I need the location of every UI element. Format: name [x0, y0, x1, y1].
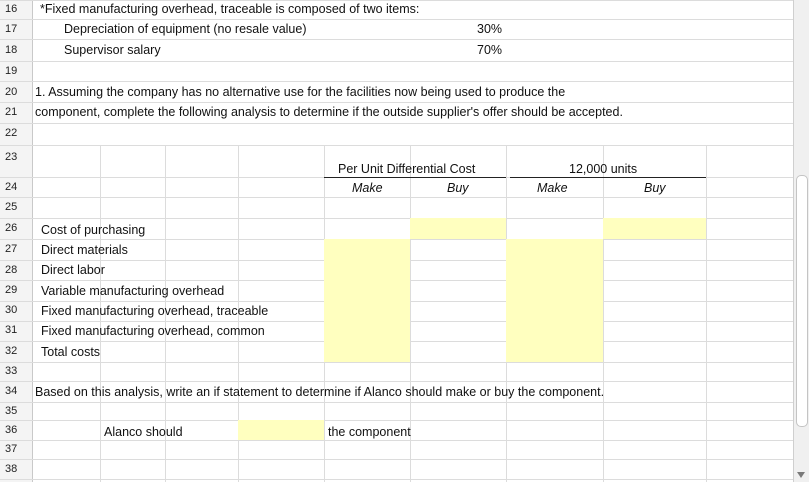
- scrollbar-thumb[interactable]: [796, 175, 808, 427]
- input-cell-total-buy[interactable]: [603, 218, 706, 239]
- row-number[interactable]: 37: [5, 443, 18, 455]
- note-heading[interactable]: *Fixed manufacturing overhead, traceable is composed of two items:: [40, 2, 420, 16]
- row-number[interactable]: 36: [5, 424, 18, 436]
- row-number[interactable]: 38: [5, 463, 18, 475]
- grid-line: [0, 362, 793, 363]
- note-item-label[interactable]: Depreciation of equipment (no resale value): [64, 22, 307, 36]
- row-number[interactable]: 19: [5, 65, 18, 77]
- grid-line: [0, 381, 793, 382]
- grid-line: [0, 123, 793, 124]
- grid-line: [0, 61, 793, 62]
- row-number[interactable]: 23: [5, 151, 18, 163]
- conclusion-prefix[interactable]: Alanco should: [104, 425, 183, 439]
- grid-line: [0, 197, 793, 198]
- cost-item-label[interactable]: Fixed manufacturing overhead, common: [41, 324, 265, 338]
- grid-line: [0, 440, 793, 441]
- row-number[interactable]: 35: [5, 405, 18, 417]
- buy-header[interactable]: Buy: [447, 181, 469, 195]
- grid-line: [603, 145, 604, 482]
- row-number[interactable]: 28: [5, 264, 18, 276]
- vertical-scrollbar[interactable]: [793, 0, 809, 482]
- row-number[interactable]: 24: [5, 181, 18, 193]
- grid-line: [706, 145, 707, 482]
- grid-line: [0, 19, 793, 20]
- input-cell-unit-buy[interactable]: [410, 218, 506, 239]
- grid-line: [0, 102, 793, 103]
- cost-item-label[interactable]: Cost of purchasing: [41, 223, 146, 237]
- row-number[interactable]: 33: [5, 365, 18, 377]
- per-unit-header[interactable]: Per Unit Differential Cost: [338, 162, 476, 176]
- note-item-value[interactable]: 70%: [477, 43, 503, 57]
- row-number[interactable]: 26: [5, 222, 18, 234]
- decision-input-cell[interactable]: [238, 420, 324, 440]
- cost-item-label[interactable]: Total costs: [41, 345, 101, 359]
- grid-line: [0, 420, 793, 421]
- input-cells-unit-make[interactable]: [324, 239, 410, 362]
- grid-line: [0, 479, 793, 480]
- cost-item-label[interactable]: Direct materials: [41, 243, 128, 257]
- row-number[interactable]: 27: [5, 243, 18, 255]
- grid-line: [0, 39, 793, 40]
- row-number[interactable]: 17: [5, 23, 18, 35]
- conclusion-suffix[interactable]: the component: [328, 425, 411, 439]
- conclusion-prompt[interactable]: Based on this analysis, write an if statement to determine if Alanco should make or buy the component.: [35, 385, 605, 399]
- cost-item-label[interactable]: Fixed manufacturing overhead, traceable: [41, 304, 269, 318]
- row-number[interactable]: 30: [5, 304, 18, 316]
- input-cells-total-make[interactable]: [506, 239, 603, 362]
- row-number[interactable]: 16: [5, 3, 18, 15]
- row-number[interactable]: 22: [5, 127, 18, 139]
- header-underline: [324, 177, 506, 178]
- row-number[interactable]: 32: [5, 345, 18, 357]
- row-number[interactable]: 34: [5, 385, 18, 397]
- question-line-1[interactable]: 1. Assuming the company has no alternative use for the facilities now being used to produce the: [35, 85, 566, 99]
- grid-line: [0, 402, 793, 403]
- note-item-value[interactable]: 30%: [477, 22, 503, 36]
- row-number[interactable]: 20: [5, 86, 18, 98]
- row-number[interactable]: 29: [5, 284, 18, 296]
- grid-line: [0, 81, 793, 82]
- units-header[interactable]: 12,000 units: [569, 162, 638, 176]
- row-number[interactable]: 21: [5, 106, 18, 118]
- scroll-down-arrow-icon[interactable]: [797, 472, 805, 478]
- cost-item-label[interactable]: Variable manufacturing overhead: [41, 284, 225, 298]
- grid-line: [0, 0, 793, 1]
- row-number[interactable]: 18: [5, 44, 18, 56]
- grid-line: [0, 145, 793, 146]
- question-line-2[interactable]: component, complete the following analysis to determine if the outside supplier's offer should be accepted.: [35, 105, 623, 119]
- make-header[interactable]: Make: [537, 181, 568, 195]
- buy-header[interactable]: Buy: [644, 181, 666, 195]
- row-number[interactable]: 25: [5, 201, 18, 213]
- note-item-label[interactable]: Supervisor salary: [64, 43, 161, 57]
- make-header[interactable]: Make: [352, 181, 383, 195]
- header-underline: [510, 177, 706, 178]
- row-number[interactable]: 31: [5, 324, 18, 336]
- grid-line: [0, 459, 793, 460]
- cost-item-label[interactable]: Direct labor: [41, 263, 105, 277]
